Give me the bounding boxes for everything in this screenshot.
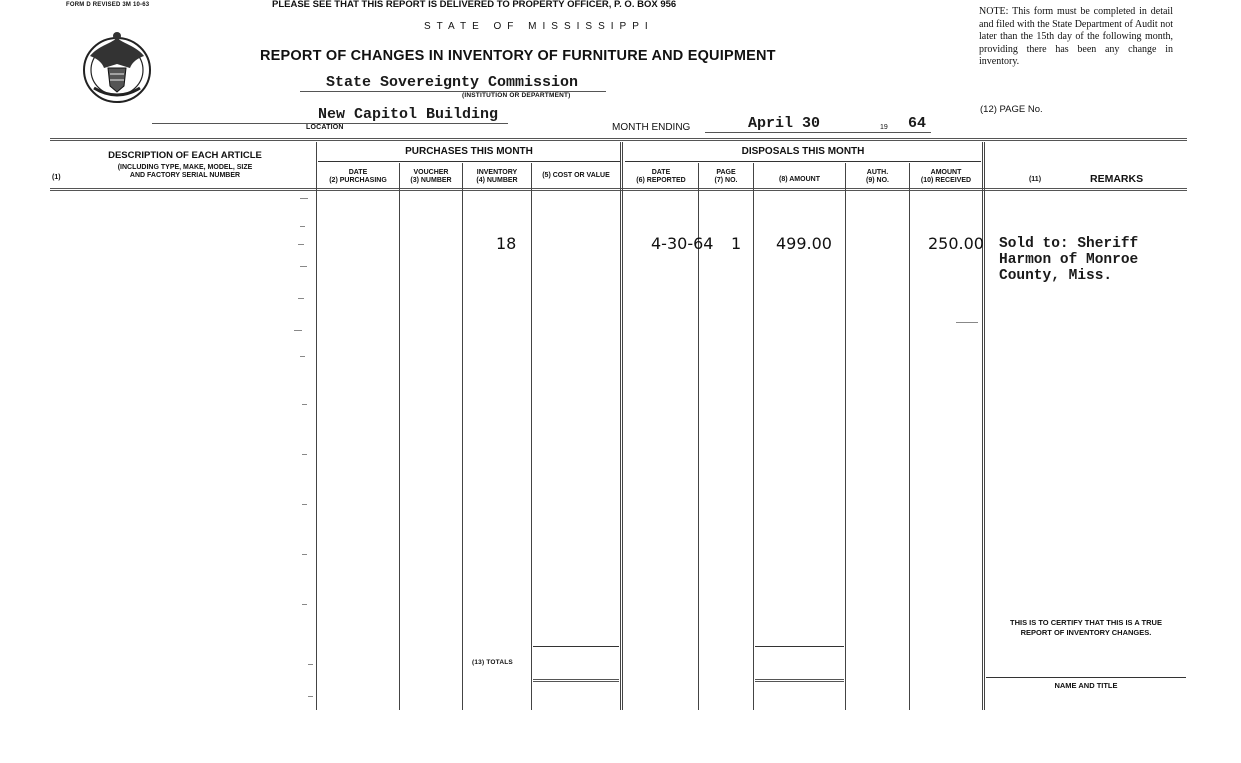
name-title-label: NAME AND TITLE [1054, 681, 1118, 690]
col9-header: AUTH. (9) NO. [866, 169, 889, 184]
col7-header: PAGE (7) NO. [714, 169, 738, 184]
inventory-number-cell: 18 [496, 234, 517, 253]
description-header: DESCRIPTION OF EACH ARTICLE [108, 150, 262, 161]
location-value: New Capitol Building [318, 106, 499, 123]
form-id: FORM D REVISED 3M 10-63 [66, 2, 150, 8]
amount-received-cell: 250.00 [928, 234, 984, 253]
purchases-header: PURCHASES THIS MONTH [405, 146, 533, 157]
year-prefix: 19 [880, 124, 888, 131]
instructions-note: NOTE: This form must be completed in detail and filed with the State Department of Audit not later than the 15th day of the following month, providing there has been any change in inventory. [979, 6, 1173, 67]
col10-header: AMOUNT (10) RECEIVED [920, 169, 972, 184]
disposals-header: DISPOSALS THIS MONTH [741, 146, 865, 157]
certification-text: THIS IS TO CERTIFY THAT THIS IS A TRUE REPORT OF INVENTORY CHANGES. [1010, 618, 1162, 637]
col8-header: (8) AMOUNT [779, 176, 820, 183]
date-reported-cell: 4-30-64 [651, 234, 714, 253]
month-ending-label: MONTH ENDING [612, 122, 691, 133]
institution-label: (INSTITUTION OR DEPARTMENT) [462, 92, 571, 99]
col11-num: (11) [1028, 176, 1042, 183]
state-name: STATE OF MISSISSIPPI [424, 21, 654, 32]
state-seal-icon [80, 28, 154, 104]
remarks-cell: Sold to: Sheriff Harmon of Monroe County, Miss. [999, 236, 1139, 284]
col2-header: DATE (2) PURCHASING [329, 169, 387, 184]
description-sub1: (INCLUDING TYPE, MAKE, MODEL, SIZE [117, 164, 253, 171]
month-ending-value: April 30 [748, 115, 821, 132]
col3-header: VOUCHER (3) NUMBER [410, 169, 452, 184]
col6-header: DATE (6) REPORTED [636, 169, 686, 184]
institution-value: State Sovereignty Commission [326, 74, 579, 91]
description-sub2: AND FACTORY SERIAL NUMBER [129, 172, 241, 179]
year-value: 64 [908, 115, 927, 132]
amount-cell: 499.00 [776, 234, 832, 253]
col4-header: INVENTORY (4) NUMBER [476, 169, 518, 184]
col5-header: (5) COST OR VALUE [542, 172, 610, 179]
totals-label: (13) TOTALS [472, 659, 513, 666]
delivery-notice: PLEASE SEE THAT THIS REPORT IS DELIVERED TO PROPERTY OFFICER, P. O. BOX 956 [272, 0, 677, 10]
description-num: (1) [52, 174, 61, 181]
location-label: LOCATION [306, 124, 344, 131]
remarks-header: REMARKS [1090, 173, 1144, 185]
form-title: REPORT OF CHANGES IN INVENTORY OF FURNITURE AND EQUIPMENT [260, 48, 776, 64]
page-no-cell: 1 [731, 234, 742, 253]
page-no-label: (12) PAGE No. [980, 104, 1043, 115]
